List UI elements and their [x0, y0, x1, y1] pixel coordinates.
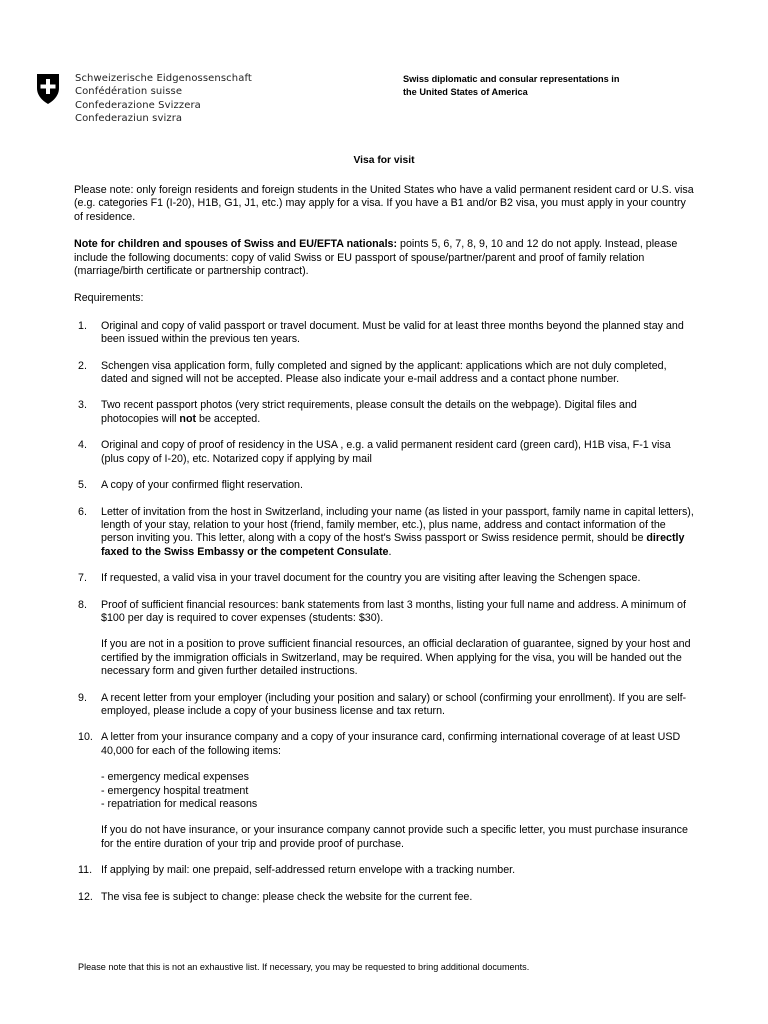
requirement-emphasis: not — [179, 412, 197, 425]
requirement-number: 12. — [78, 890, 93, 903]
representation-line-1: Swiss diplomatic and consular representations in — [403, 74, 620, 84]
requirement-text: The visa fee is subject to change: please check the website for the current fee. — [101, 890, 473, 903]
requirement-text: Original and copy of valid passport or travel document. Must be valid for at least three months beyond the planned stay and been issued within the previous ten years. — [101, 319, 684, 346]
requirement-number: 2. — [78, 359, 87, 372]
requirement-item — [74, 599, 694, 679]
requirement-text: A recent letter from your employer (including your position and salary) or school (confirming your enrollment). If you are self-employed, please include a copy of your business license and tax return. — [101, 691, 687, 717]
note-paragraph — [74, 238, 694, 278]
requirement-text — [101, 399, 694, 426]
requirement-item — [74, 731, 694, 851]
requirement-item — [74, 399, 694, 426]
document-body — [74, 184, 694, 917]
coverage-list — [101, 771, 694, 811]
requirement-item — [74, 439, 694, 466]
requirements-label: Requirements: — [74, 292, 144, 305]
requirement-item — [74, 320, 694, 347]
intro-paragraph: Please note: only foreign residents and foreign students in the United States who have a valid permanent resident card or U.S. visa (e.g. categories F1 (I-20), H1B, G1, J1, etc.) may apply for a visa. If you have a B1 and/or B2 visa, you must apply in your country of residence. — [74, 184, 694, 223]
requirement-item — [74, 692, 694, 719]
document-title: Visa for visit — [353, 155, 415, 166]
requirement-text-part: . — [388, 545, 392, 558]
requirement-subparagraph: If you do not have insurance, or your insurance company cannot provide such a specific letter, you must purchase insurance for the entire duration of your trip and provide proof of purchase. — [101, 824, 688, 850]
requirement-text: A letter from your insurance company and a copy of your insurance card, confirming international coverage of at least USD 40,000 for each of the following items: — [101, 731, 681, 757]
requirement-number: 1. — [78, 319, 87, 332]
requirement-item — [74, 572, 694, 585]
requirement-text: If applying by mail: one prepaid, self-addressed return envelope with a tracking number. — [101, 864, 516, 877]
coverage-item: - emergency hospital treatment — [101, 784, 249, 797]
coverage-item: - emergency medical expenses — [101, 771, 249, 784]
requirement-item — [74, 506, 694, 560]
requirement-number: 8. — [78, 598, 87, 611]
requirement-item — [74, 360, 694, 387]
federal-names — [75, 72, 252, 126]
requirement-text-part: be accepted. — [196, 412, 261, 425]
requirement-subparagraph: If you are not in a position to prove sufficient financial resources, an official declaration of guarantee, signed by your host and certified by the immigration officials in Switzerland, may be required. When applying for the visa, you will be handed out the necessary form and given further detailed instructions. — [101, 638, 691, 678]
requirement-text — [101, 506, 694, 560]
requirement-text: A copy of your confirmed flight reservation. — [101, 479, 303, 492]
federal-name-fr: Confédération suisse — [75, 86, 183, 98]
note-text: points 5, 6, 7, 8, 9, 10 and 12 do not apply. Instead, please include the following documents: copy of valid Swiss or EU passport of spouse/partner/parent and proof of family relation (marriage/birth certificate or partnership contract). — [74, 238, 678, 278]
requirement-text-part: Two recent passport photos (very strict requirements, please consult the details on the webpage). Digital files and photocopies will — [101, 399, 637, 425]
federal-name-rm: Confederaziun svizra — [75, 113, 183, 125]
requirements-list — [74, 320, 694, 904]
note-heading: Note for children and spouses of Swiss and EU/EFTA nationals: — [74, 238, 398, 251]
requirement-text: Original and copy of proof of residency in the USA , e.g. a valid permanent resident card (green card), H1B visa, F-1 visa (plus copy of I-20), etc. Notarized copy if applying by mail — [101, 439, 671, 465]
requirement-text: If requested, a valid visa in your travel document for the country you are visiting after leaving the Schengen space. — [101, 572, 641, 585]
requirement-number: 11. — [78, 864, 93, 877]
representation-line-2: the United States of America — [403, 86, 528, 97]
requirement-item — [74, 891, 694, 904]
requirement-number: 5. — [78, 479, 87, 492]
requirement-number: 9. — [78, 691, 87, 704]
federal-name-it: Confederazione Svizzera — [75, 99, 201, 111]
requirement-number: 7. — [78, 572, 87, 585]
requirement-text-part: Letter of invitation from the host in Switzerland, including your name (as listed in your passport, family name in capital letters), length of your stay, relation to your host (friend, family member, etc.), plus name, address and contact information of the person inviting you. This letter, along with a copy of the host's Swiss passport or Swiss residence permit, should be — [101, 505, 694, 545]
swiss-crest-icon — [36, 73, 60, 105]
requirement-number: 6. — [78, 505, 87, 518]
requirement-number: 3. — [78, 399, 87, 412]
requirement-number: 10. — [78, 731, 93, 744]
requirement-emphasis: directly faxed to the Swiss Embassy or the competent Consulate — [101, 532, 685, 558]
footer-note: Please note that this is not an exhaustive list. If necessary, you may be requested to bring additional documents. — [78, 962, 530, 972]
federal-name-de: Schweizerische Eidgenossenschaft — [75, 73, 252, 84]
requirement-item — [74, 479, 694, 492]
requirement-item — [74, 864, 694, 877]
coverage-item: - repatriation for medical reasons — [101, 798, 258, 810]
requirement-number: 4. — [78, 439, 87, 452]
requirement-text: Proof of sufficient financial resources: bank statements from last 3 months, listing your full name and address. A minimum of $100 per day is required to cover expenses (students: $30). — [101, 598, 686, 624]
requirement-text: Schengen visa application form, fully completed and signed by the applicant: applications which are not duly completed, dated and signed will not be accepted. Please also indicate your e-mail address and a contact phone number. — [101, 359, 667, 386]
representation-block — [403, 73, 619, 98]
